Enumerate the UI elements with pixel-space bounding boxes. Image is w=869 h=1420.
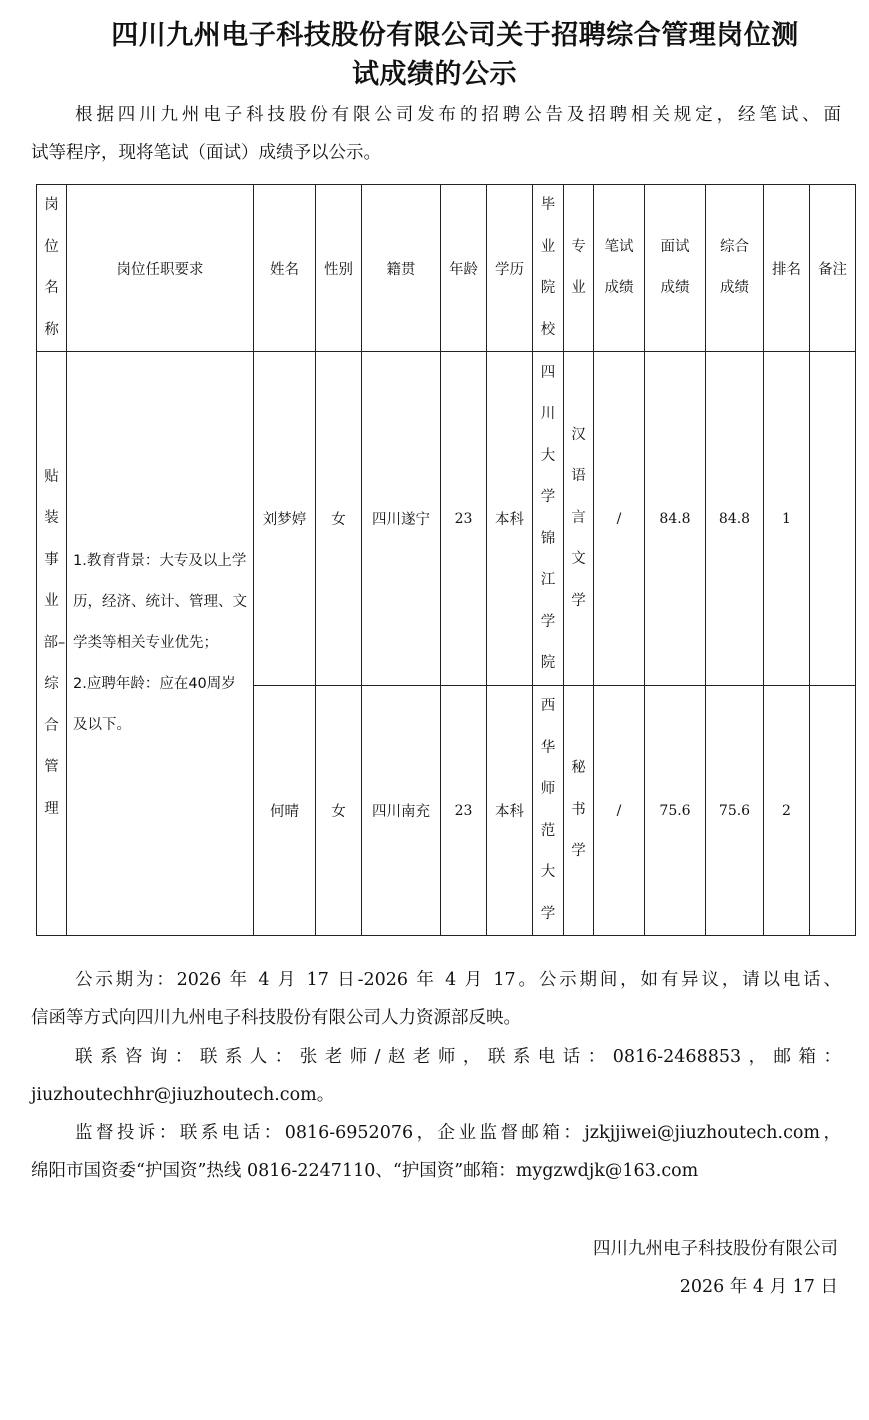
age-cell: 23	[441, 686, 487, 936]
signature-company: 四川九州电子科技股份有限公司	[593, 1239, 838, 1259]
header-remark: 备注	[810, 185, 856, 352]
header-name: 姓名	[254, 185, 316, 352]
total-score-cell: 75.6	[706, 686, 764, 936]
written-score-cell: /	[594, 686, 645, 936]
interview-score-cell: 84.8	[645, 352, 706, 686]
position-name-cell: 贴装事业部–综合管理	[37, 352, 67, 936]
signature-date: 2026 年 4 月 17 日	[679, 1277, 838, 1297]
header-education: 学历	[487, 185, 533, 352]
education-cell: 本科	[487, 686, 533, 936]
notice-period-line-1: 公示期为：2026 年 4 月 17 日-2026 年 4 月 17。公示期间，如有异议，请以电话、	[75, 970, 841, 990]
hometown-cell: 四川遂宁	[362, 352, 441, 686]
school-cell: 西华师范大学	[533, 686, 564, 936]
hometown-cell: 四川南充	[362, 686, 441, 936]
requirement-item: 1.教育背景：大专及以上学历，经济、统计、管理、文学类等相关专业优先；	[73, 553, 247, 651]
name-cell: 刘梦婷	[254, 352, 316, 686]
remark-cell	[810, 352, 856, 686]
remark-cell	[810, 686, 856, 936]
header-major: 专业	[564, 185, 594, 352]
intro-paragraph-line-1: 根据四川九州电子科技股份有限公司发布的招聘公告及招聘相关规定，经笔试、面	[75, 105, 841, 125]
header-rank: 排名	[764, 185, 810, 352]
table-header-row	[37, 185, 856, 352]
requirement-item: 2.应聘年龄：应在40周岁及以下。	[73, 676, 236, 733]
education-cell: 本科	[487, 352, 533, 686]
major-cell: 汉语言文学	[564, 352, 594, 686]
document-title-line-2: 试成绩的公示	[352, 59, 517, 90]
score-table	[36, 184, 856, 936]
notice-period-line-2: 信函等方式向四川九州电子科技股份有限公司人力资源部反映。	[31, 1008, 521, 1028]
rank-cell: 1	[764, 352, 810, 686]
contact-line-1: 联系咨询：联系人：张老师/赵老师，联系电话：0816-2468853，邮箱：	[75, 1047, 841, 1067]
requirements-cell	[67, 352, 254, 936]
header-hometown: 籍贯	[362, 185, 441, 352]
header-age: 年龄	[441, 185, 487, 352]
supervise-line-2: 绵阳市国资委“护国资”热线 0816-2247110、“护国资”邮箱：mygzwdjk@163.com	[31, 1161, 699, 1181]
header-total: 综合成绩	[706, 185, 764, 352]
contact-line-2: jiuzhoutechhr@jiuzhoutech.com。	[31, 1085, 335, 1105]
header-interview: 面试成绩	[645, 185, 706, 352]
supervise-line-1: 监督投诉：联系电话：0816-6952076，企业监督邮箱：jzkjjiwei@jiuzhoutech.com，	[75, 1123, 841, 1143]
school-cell: 四川大学锦江学院	[533, 352, 564, 686]
interview-score-cell: 75.6	[645, 686, 706, 936]
major-cell: 秘书学	[564, 686, 594, 936]
header-written: 笔试成绩	[594, 185, 645, 352]
name-cell: 何晴	[254, 686, 316, 936]
written-score-cell: /	[594, 352, 645, 686]
total-score-cell: 84.8	[706, 352, 764, 686]
rank-cell: 2	[764, 686, 810, 936]
header-gender: 性别	[316, 185, 362, 352]
header-requirements: 岗位任职要求	[67, 185, 254, 352]
age-cell: 23	[441, 352, 487, 686]
gender-cell: 女	[316, 686, 362, 936]
intro-paragraph-line-2: 试等程序，现将笔试（面试）成绩予以公示。	[31, 143, 381, 163]
gender-cell: 女	[316, 352, 362, 686]
document-title-line-1: 四川九州电子科技股份有限公司关于招聘综合管理岗位测	[111, 20, 799, 51]
header-position: 岗位名称	[37, 185, 67, 352]
table-row	[37, 352, 856, 686]
header-school: 毕业院校	[533, 185, 564, 352]
